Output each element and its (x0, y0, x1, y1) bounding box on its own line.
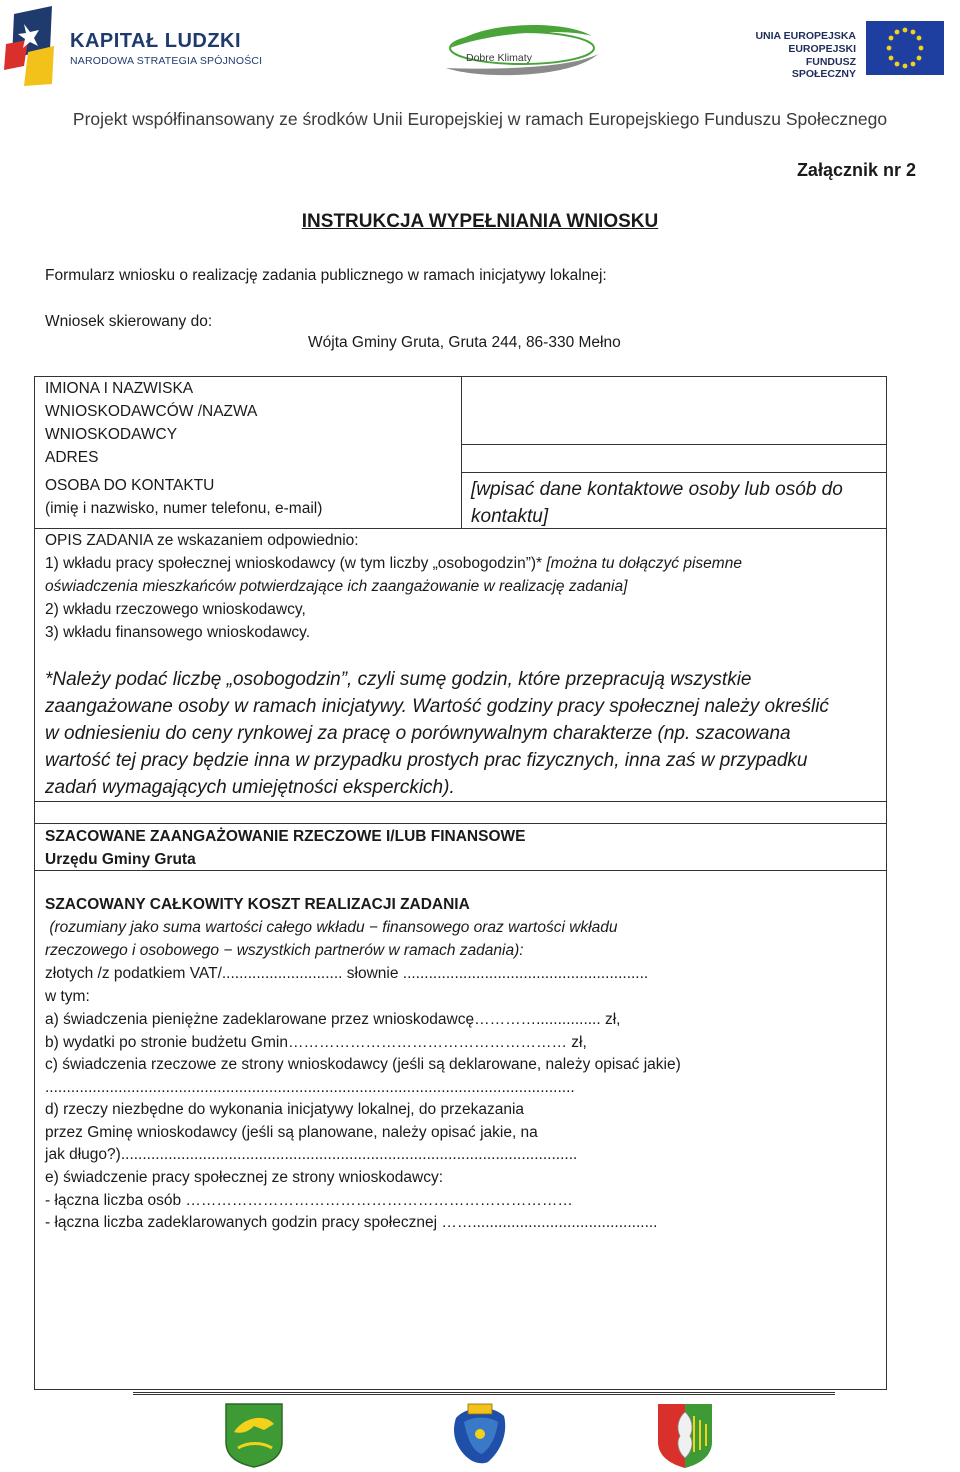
cost-amount-line: złotych /z podatkiem VAT/............................ słownie ......................................................... (45, 965, 649, 982)
lgd-logo-icon (448, 1402, 512, 1468)
commitment-office: Urzędu Gminy Gruta (45, 851, 196, 868)
description-item-1-note: [można tu dołączyć pisemne (546, 555, 742, 572)
table-divider-right-2 (461, 472, 887, 473)
eu-flag-icon (866, 21, 944, 75)
address-label: ADRES (45, 449, 99, 466)
description-item-2: 2) wkładu rzeczowego wnioskodawcy, (45, 601, 306, 618)
footnote-line-2: zaangażowane osoby w ramach inicjatywy. Wartość godziny pracy społecznej należy określić (45, 696, 829, 717)
cost-item-c-dots: ........................................................................................................................... (45, 1079, 575, 1096)
table-divider-right-1 (461, 444, 887, 445)
contact-label-1: OSOBA DO KONTAKTU (45, 477, 215, 494)
cost-note-1: (rozumiany jako suma wartości całego wkładu − finansowego oraz wartości wkładu (45, 919, 618, 936)
ue-line-1: UNIA EUROPEJSKA (755, 30, 856, 42)
footnote-line-1: *Należy podać liczbę „osobogodzin”, czyli sumę godzin, które przepracują wszystkie (45, 669, 752, 690)
description-item-3: 3) wkładu finansowego wnioskodawcy. (45, 624, 311, 641)
footer-rule (133, 1392, 835, 1395)
names-label-1: IMIONA I NAZWISKA (45, 380, 194, 397)
footnote-line-5: zadań wymagających umiejętności eksperckich). (45, 777, 455, 798)
names-label-3: WNIOSKODAWCY (45, 426, 178, 443)
footnote-line-4: wartość tej pracy będzie inna w przypadku prostych prac fizycznych, inna zaś w przypadku (45, 750, 808, 771)
attachment-number: Załącznik nr 2 (796, 160, 916, 180)
county-coat-of-arms-icon (656, 1402, 714, 1468)
ue-line-3: FUNDUSZ SPOŁECZNY (791, 56, 856, 80)
cost-item-e-hours: - łączna liczba zadeklarowanych godzin pracy społecznej ……........................................... (45, 1214, 658, 1231)
contact-hint-2: kontaktu] (471, 506, 549, 527)
cost-item-a: a) świadczenia pieniężne zadeklarowane przez wnioskodawcę…………............... zł, (45, 1011, 621, 1028)
cost-item-d-1: d) rzeczy niezbędne do wykonania inicjatywy lokalnej, do przekazania (45, 1101, 525, 1118)
cost-item-d-2: przez Gminę wnioskodawcy (jeśli są planowane, należy opisać jakie, na (45, 1124, 538, 1141)
cost-item-e: e) świadczenie pracy społecznej ze strony wnioskodawcy: (45, 1169, 444, 1186)
document-title: INSTRUKCJA WYPEŁNIANIA WNIOSKU (301, 211, 659, 232)
description-heading: OPIS ZADANIA ze wskazaniem odpowiednio: (45, 532, 359, 549)
cost-including: w tym: (45, 988, 90, 1005)
commitment-heading: SZACOWANE ZAANGAŻOWANIE RZECZOWE I/LUB FINANSOWE (45, 828, 526, 845)
cost-item-e-persons: - łączna liczba osób ………………………………………………………………… (45, 1192, 573, 1209)
gmina-coat-of-arms-icon (224, 1402, 284, 1468)
footnote-line-3: w odniesieniu do ceny rynkowej za pracę o porównywalnym charakterze (np. szacowana (45, 723, 791, 744)
kapital-ludzki-title: KAPITAŁ LUDZKI (70, 30, 242, 52)
names-label-2: WNIOSKODAWCÓW /NAZWA (45, 403, 258, 420)
kl-logo-yellow (24, 46, 54, 86)
table-divider-vertical (461, 376, 462, 528)
table-divider-footnote (34, 801, 887, 802)
description-item-1 (45, 552, 742, 575)
addressed-to-label: Wniosek skierowany do: (45, 313, 213, 330)
addressee: Wójta Gminy Gruta, Gruta 244, 86-330 Mełno (308, 334, 621, 351)
contact-label-2: (imię i nazwisko, numer telefonu, e-mail) (45, 500, 323, 517)
cost-item-b: b) wydatki po stronie budżetu Gmin……………………………………………… zł, (45, 1034, 587, 1051)
description-item-1-note-2: oświadczenia mieszkańców potwierdzające ich zaangażowanie w realizację zadania] (45, 578, 628, 595)
table-divider-commitment (34, 823, 887, 824)
form-description: Formularz wniosku o realizację zadania publicznego w ramach inicjatywy lokalnej: (45, 267, 607, 284)
ue-line-2: EUROPEJSKI (788, 43, 856, 55)
kapital-ludzki-subtitle: NARODOWA STRATEGIA SPÓJNOŚCI (70, 55, 263, 67)
cost-item-d-3: jak długo?).......................................................................................................... (45, 1146, 578, 1163)
description-item-1-text: 1) wkładu pracy społecznej wnioskodawcy (w tym liczby „osobogodzin”)* (45, 555, 543, 572)
cost-item-c: c) świadczenia rzeczowe ze strony wnioskodawcy (jeśli są deklarowane, należy opisać jakie) (45, 1056, 681, 1073)
cofinancing-statement: Projekt współfinansowany ze środków Unii Europejskiej w ramach Europejskiego Funduszu Społecznego (72, 109, 888, 129)
cost-note-2: rzeczowego i osobowego − wszystkich partnerów w ramach zadania): (45, 942, 524, 959)
dobre-klimaty-logo (442, 18, 602, 84)
dobre-klimaty-text: Dobre Klimaty (466, 52, 532, 64)
contact-hint-1: [wpisać dane kontaktowe osoby lub osób do (471, 479, 843, 500)
cost-heading: SZACOWANY CAŁKOWITY KOSZT REALIZACJI ZADANIA (45, 896, 470, 913)
